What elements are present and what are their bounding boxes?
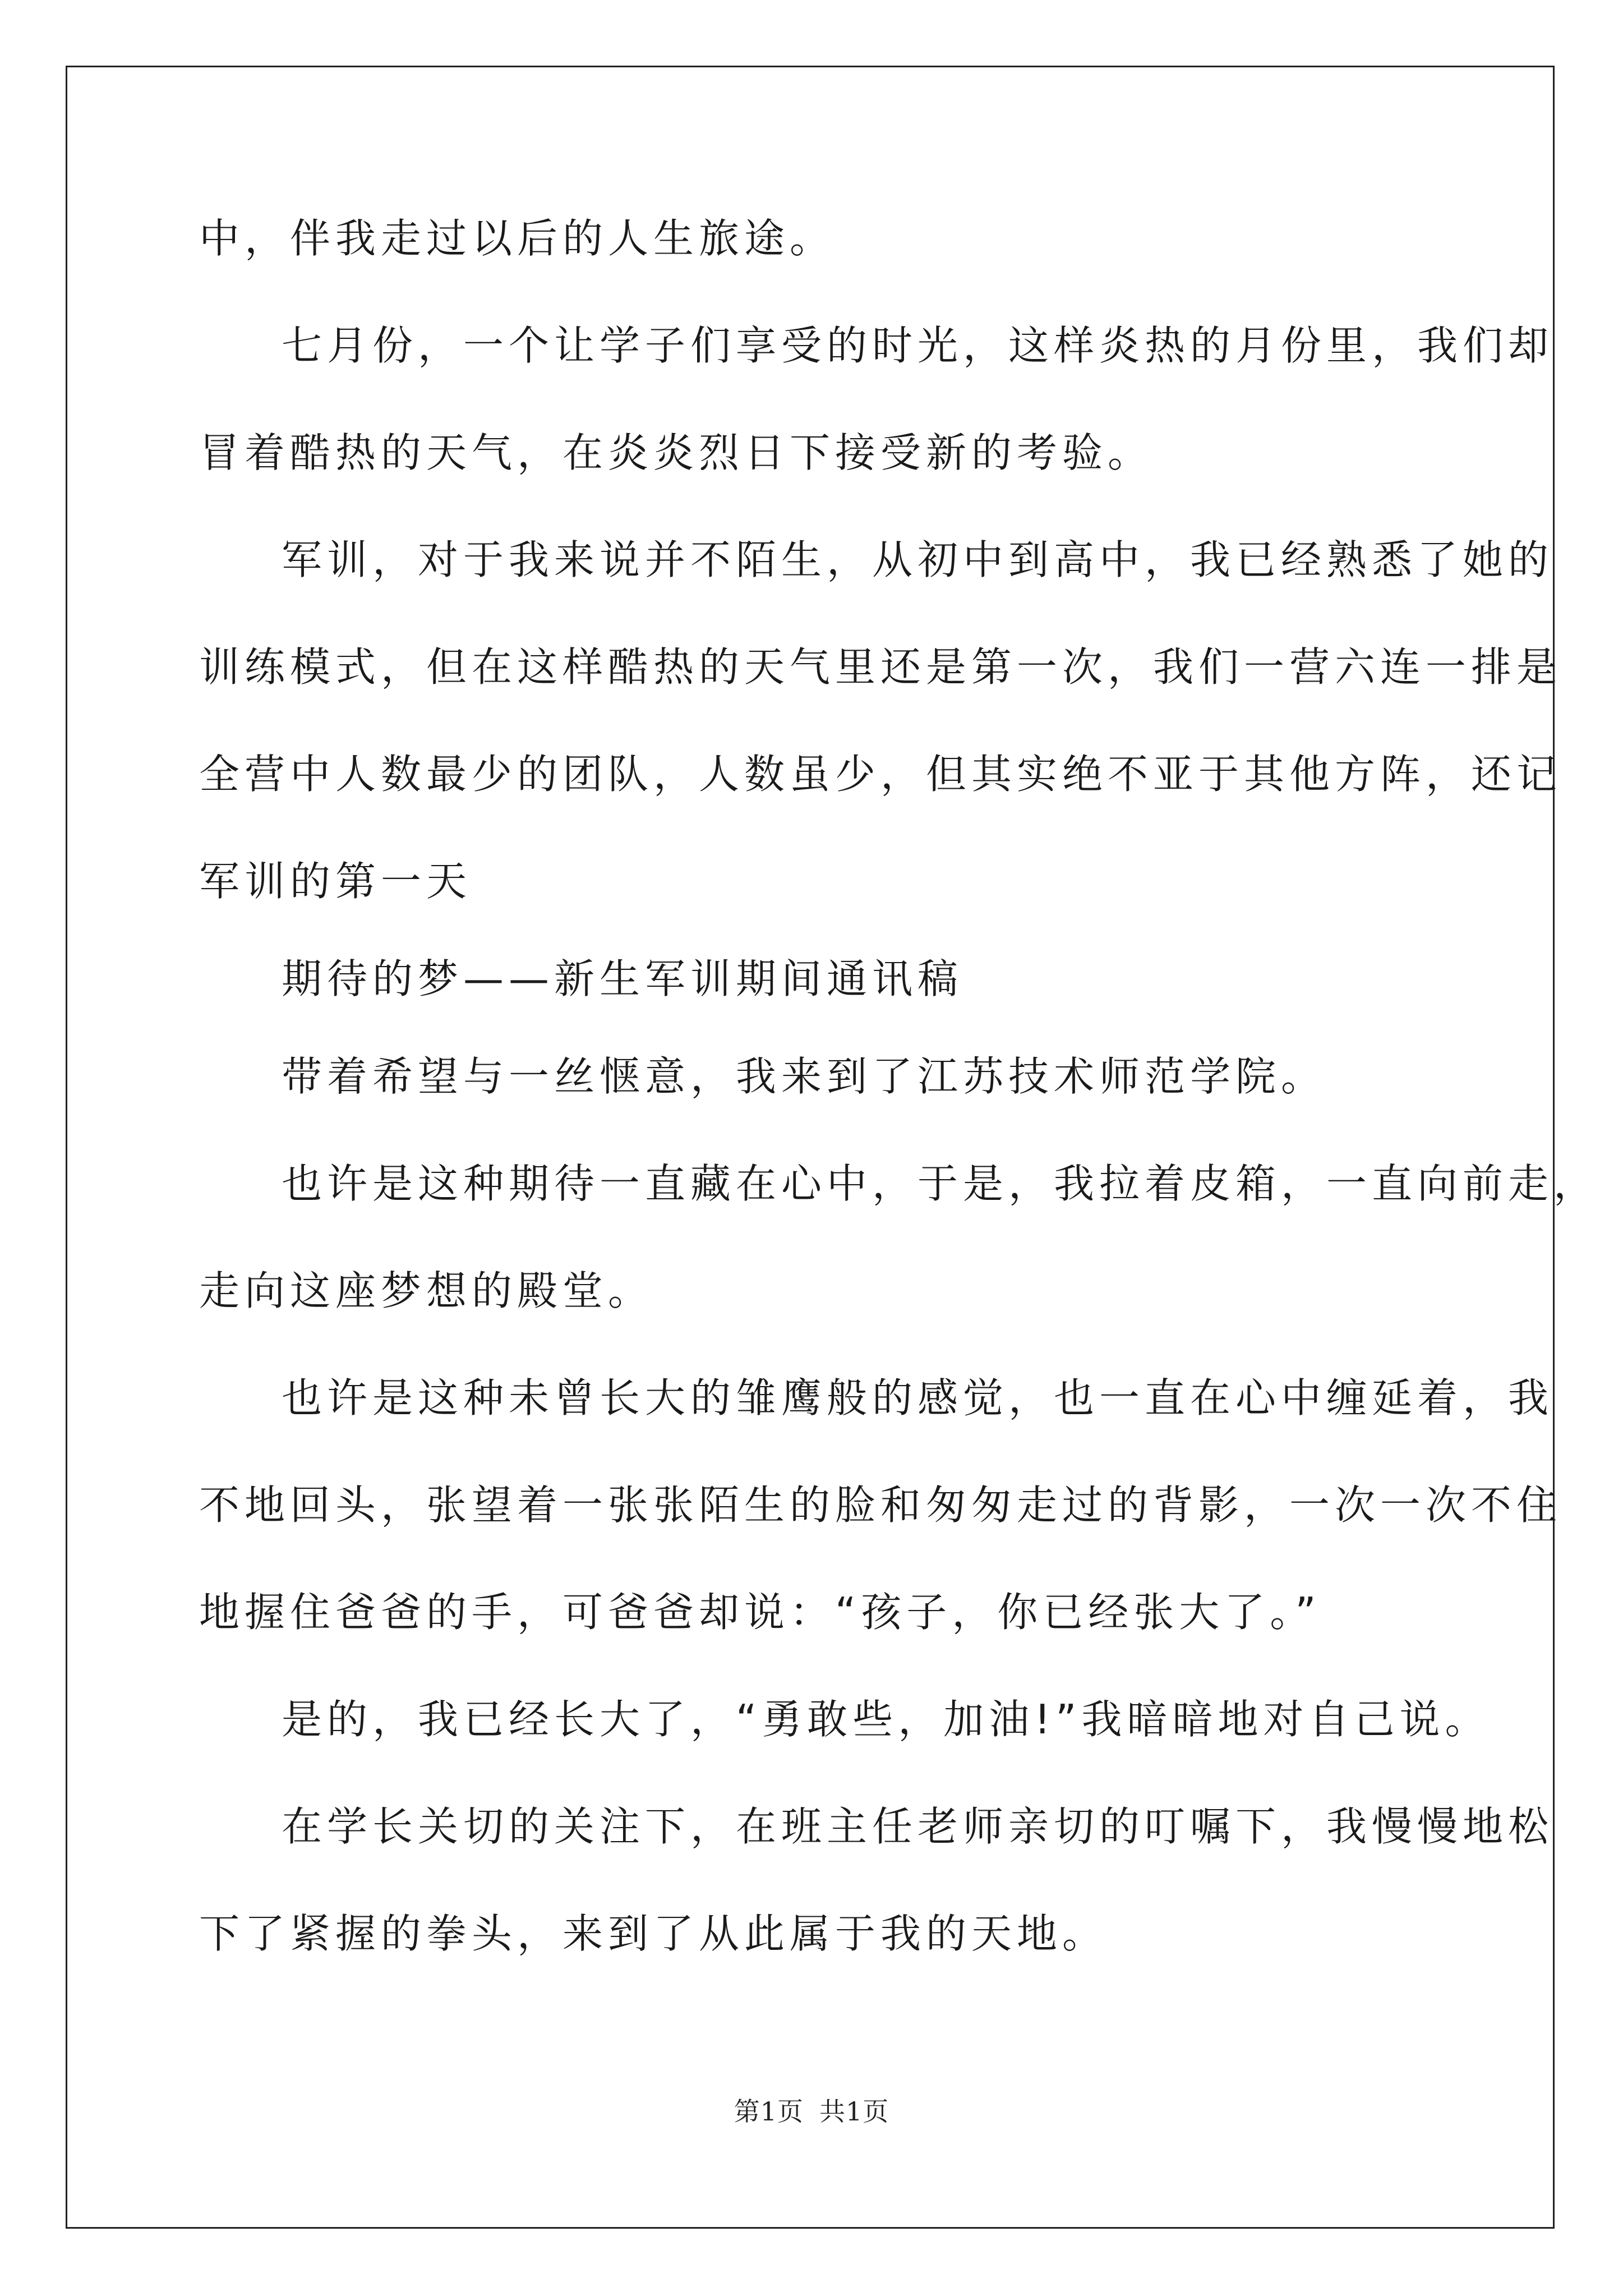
text-line: 在学长关切的关注下，在班主任老师亲切的叮嘱下，我慢慢地松	[282, 1803, 1554, 1850]
page-number-total: 共1页	[819, 2096, 889, 2127]
text-line: 期待的梦——新生军训期间通讯稿	[282, 955, 963, 1002]
page-number-current: 第1页	[734, 2096, 804, 2127]
text-line: 全营中人数最少的团队，人数虽少，但其实绝不亚于其他方阵，还记	[199, 751, 1562, 798]
text-line: 带着希望与一丝惬意，我来到了江苏技术师范学院。	[282, 1053, 1327, 1100]
text-line: 也许是这种期待一直藏在心中，于是，我拉着皮箱，一直向前走，	[282, 1160, 1599, 1207]
text-line: 七月份，一个让学子们享受的时光，这样炎热的月份里，我们却	[282, 322, 1554, 369]
text-line: 下了紧握的拳头，来到了从此属于我的天地。	[199, 1910, 1108, 1957]
text-line: 走向这座梦想的殿堂。	[199, 1267, 654, 1314]
text-line: 中，伴我走过以后的人生旅途。	[199, 215, 836, 262]
text-line: 是的，我已经长大了，“勇敢些，加油!”我暗暗地对自己说。	[282, 1696, 1491, 1743]
text-line: 冒着酷热的天气，在炎炎烈日下接受新的考验。	[199, 429, 1154, 476]
text-line: 训练模式，但在这样酷热的天气里还是第一次，我们一营六连一排是	[199, 643, 1562, 691]
text-line: 军训，对于我来说并不陌生，从初中到高中，我已经熟悉了她的	[282, 536, 1554, 583]
text-line: 不地回头，张望着一张张陌生的脸和匆匆走过的背影，一次一次不住	[199, 1481, 1562, 1529]
text-line: 也许是这种未曾长大的雏鹰般的感觉，也一直在心中缠延着，我	[282, 1374, 1554, 1421]
text-line: 军训的第一天	[199, 858, 472, 905]
page-footer	[0, 2091, 1623, 2128]
text-line: 地握住爸爸的手，可爸爸却说：“孩子，你已经张大了。”	[199, 1589, 1321, 1636]
document-body	[199, 210, 1599, 2013]
